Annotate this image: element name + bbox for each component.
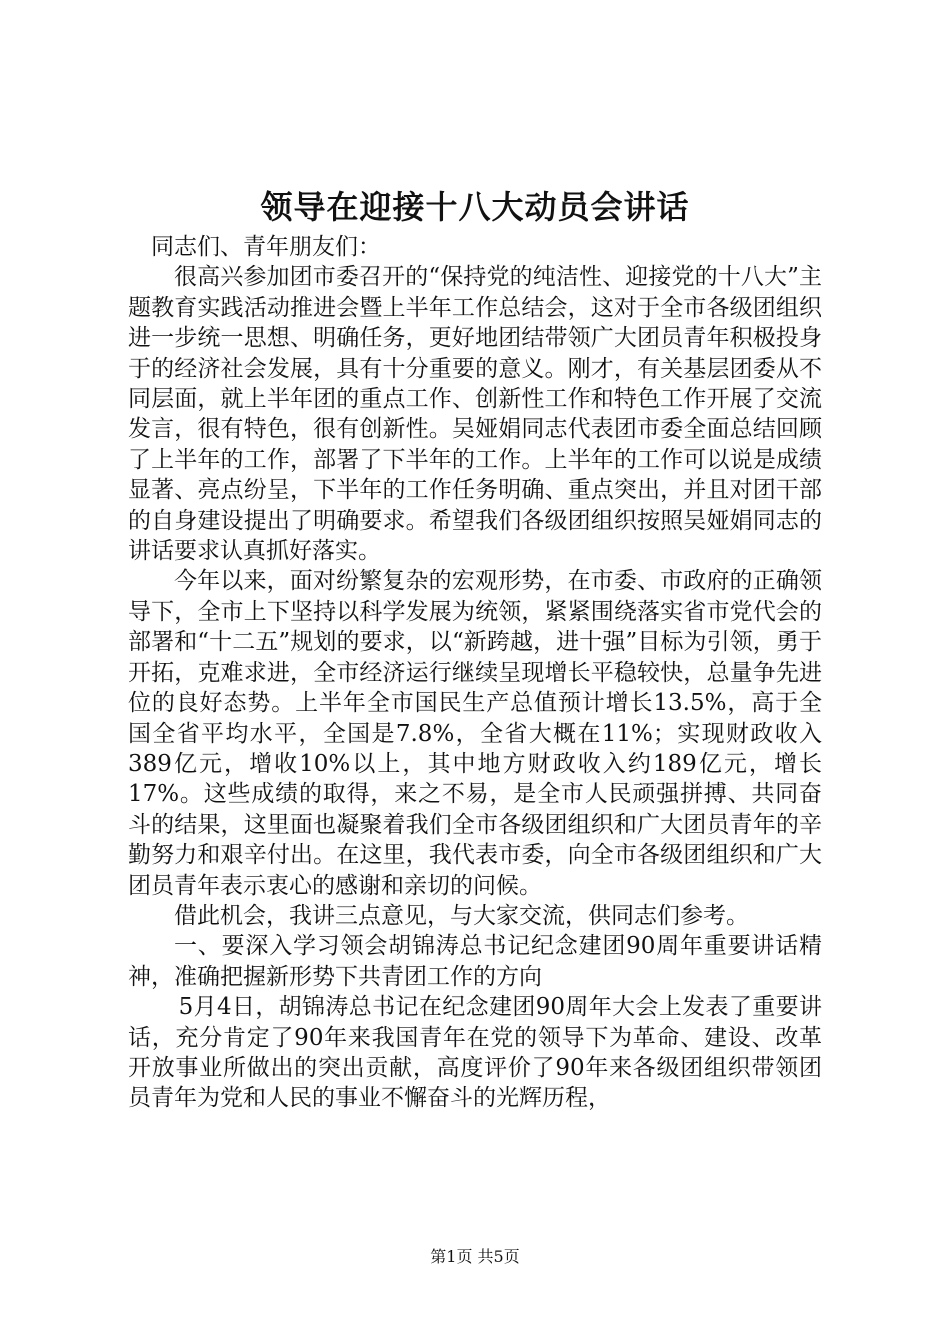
- page-footer: 第1页 共5页: [430, 1247, 520, 1266]
- document-body: [128, 232, 822, 1114]
- body-paragraph: 今年以来，面对纷繁复杂的宏观形势，在市委、市政府的正确领导下，全市上下坚持以科学发展为统领，紧紧围绕落实省市党代会的部署和“十二五”规划的要求，以“新跨越，进十强”目标为引领，勇于开拓，克难求进，全市经济运行继续呈现增长平稳较快，总量争先进位的良好态势。上半年全市国民生产总值预计增长13.5%，高于全国全省平均水平，全国是7.8%，全省大概在11%；实现财政收入389亿元，增收10%以上，其中地方财政收入约189亿元，增长17%。这些成绩的取得，来之不易，是全市人民顽强拼搏、共同奋斗的结果，这里面也凝聚着我们全市各级团组织和广大团员青年的辛勤努力和艰辛付出。在这里，我代表市委，向全市各级团组织和广大团员青年表示衷心的感谢和亲切的问候。: [128, 568, 822, 899]
- document-title: 领导在迎接十八大动员会讲话: [260, 188, 690, 226]
- greeting-paragraph: 同志们、青年朋友们：: [151, 234, 381, 260]
- body-paragraph: 借此机会，我讲三点意见，与大家交流，供同志们参考。: [174, 902, 749, 929]
- body-paragraph: 很高兴参加团市委召开的“保持党的纯洁性、迎接党的十八大”主题教育实践活动推进会暨上半年工作总结会，这对于全市各级团组织进一步统一思想、明确任务，更好地团结带领广大团员青年积极投身于的经济社会发展，具有十分重要的意义。刚才，有关基层团委从不同层面，就上半年团的重点工作、创新性工作和特色工作开展了交流发言，很有特色，很有创新性。吴娅娟同志代表团市委全面总结回顾了上半年的工作，部署了下半年的工作。上半年的工作可以说是成绩显著、亮点纷呈，下半年的工作任务明确、重点突出，并且对团干部的自身建设提出了明确要求。希望我们各级团组织按照吴娅娟同志的讲话要求认真抓好落实。: [128, 264, 822, 565]
- body-paragraph: 5月4日，胡锦涛总书记在纪念建团90周年大会上发表了重要讲话，充分肯定了90年来我国青年在党的领导下为革命、建设、改革开放事业所做出的突出贡献，高度评价了90年来各级团组织带领团员青年为党和人民的事业不懈奋斗的光辉历程，: [128, 994, 822, 1112]
- section-heading: 一、要深入学习领会胡锦涛总书记纪念建团90周年重要讲话精神，准确把握新形势下共青团工作的方向: [128, 933, 822, 990]
